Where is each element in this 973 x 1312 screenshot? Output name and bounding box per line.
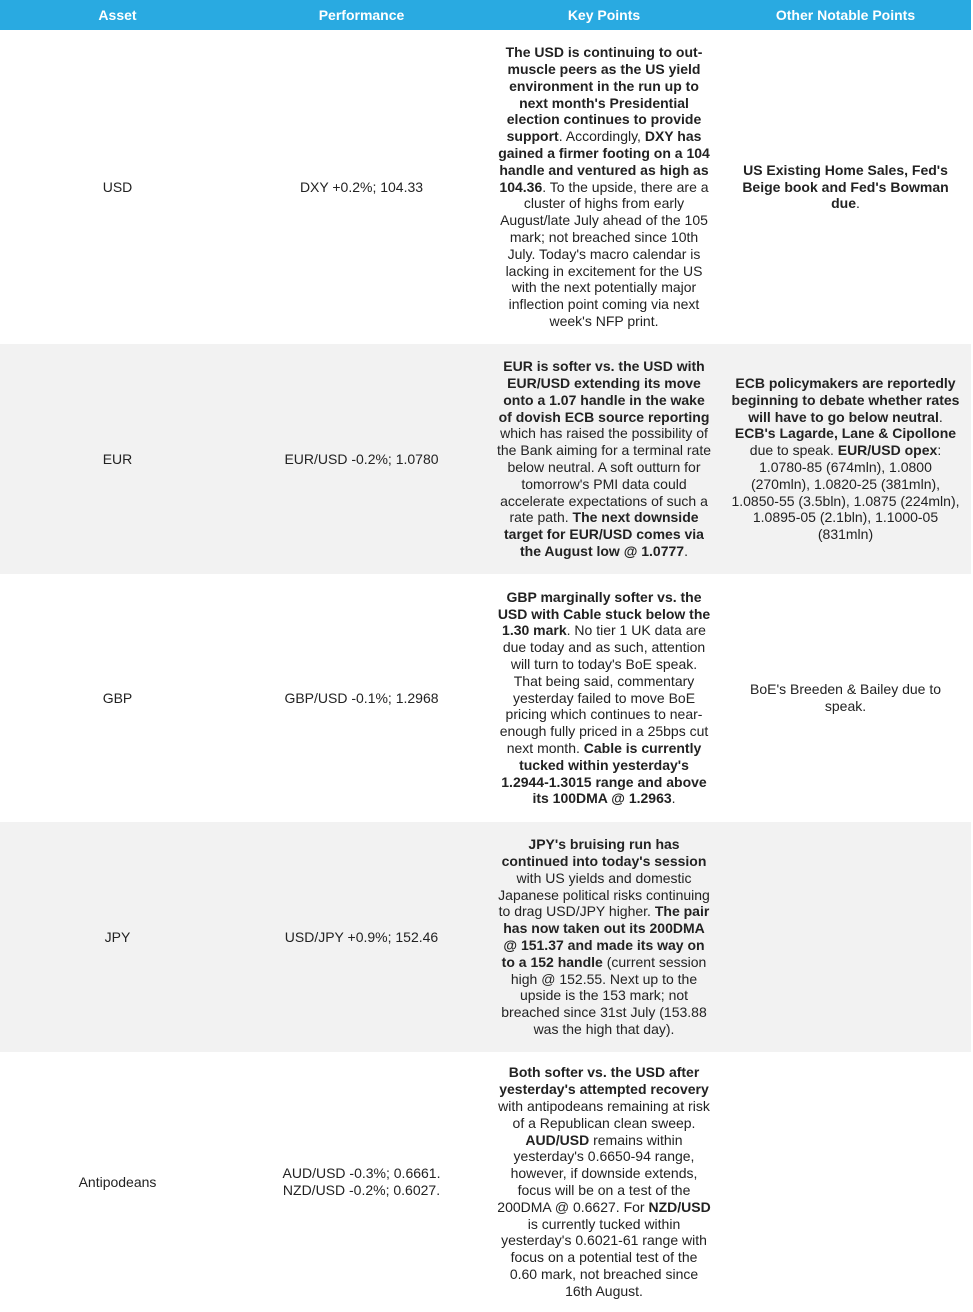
key-point-highlight: GBP marginally softer vs. the USD with Cable stuck below the 1.30 mark (497, 588, 711, 639)
asset-cell: JPY (0, 822, 235, 1052)
key-point-highlight: AUD/USD (525, 1131, 590, 1148)
other-points-cell (720, 1052, 971, 1312)
other-points-cell (720, 344, 971, 574)
performance-line: DXY +0.2%; 104.33 (299, 178, 424, 195)
table-row (0, 574, 971, 822)
key-points-cell (488, 822, 720, 1052)
asset-cell: GBP (102, 689, 133, 706)
header-performance: Performance (235, 0, 488, 30)
key-points-cell (488, 30, 720, 344)
performance-cell (235, 1052, 488, 1312)
key-point-text: which has raised the possibility of the Bank aiming for a terminal rate below neutral. A soft outturn for tomorrow's PMI data could accelerate expectations of such a rate path. (497, 425, 711, 526)
asset-cell: EUR (0, 344, 235, 574)
performance-line: EUR/USD -0.2%; 1.0780 (284, 450, 439, 467)
performance-line: NZD/USD -0.2%; 0.6027. (282, 1182, 441, 1198)
other-point-highlight: ECB's Lagarde, Lane & Cipollone (734, 425, 957, 442)
performance-line: GBP/USD -0.1%; 1.2968 (284, 689, 439, 706)
key-point-text: . No tier 1 UK data are due today and as such, attention will turn to today's BoE speak. That being said, commentary yesterday failed to move BoE pricing which continues to near-enough fully priced in a 25bps cut next month. (499, 622, 709, 756)
other-points-cell (720, 30, 971, 344)
performance-cell (235, 574, 488, 822)
performance-cell (235, 30, 488, 344)
key-point-highlight: EUR is softer vs. the USD with EUR/USD extending its move onto a 1.07 handle in the wake of dovish ECB source reporting (498, 358, 710, 425)
other-points-cell (720, 574, 971, 822)
key-point-text: . Accordingly, (558, 128, 645, 145)
key-point-highlight: The USD is continuing to out-muscle peers as the US yield environment in the run up to next month's Presidential election continues to provide support (505, 44, 703, 145)
key-point-text: with antipodeans remaining at risk of a Republican clean sweep. (498, 1098, 710, 1131)
key-point-highlight: The pair has now taken out its 200DMA @ 151.37 and made its way on to a 152 handle (501, 903, 710, 970)
key-point-highlight: Both softer vs. the USD after yesterday's attempted recovery (499, 1064, 709, 1098)
header-other-notable-points: Other Notable Points (720, 0, 971, 30)
key-points-cell (488, 574, 720, 822)
asset-cell: USD (102, 178, 133, 195)
other-point-text: . (856, 195, 860, 212)
key-point-text: . (671, 790, 676, 807)
key-points-cell (488, 1052, 720, 1312)
key-point-text: remains within yesterday's 0.6650-94 range, however, if downside extends, focus will be on a test of the 200DMA @ 0.6627. For (497, 1131, 698, 1215)
key-point-text: with US yields and domestic Japanese political risks continuing to drag USD/JPY higher. (498, 869, 710, 920)
other-point-text: due to speak. (749, 442, 838, 459)
key-point-text: is currently tucked within yesterday's 0.6021-61 range with focus on a potential test of the 0.60 mark, not breached since 16th August. (501, 1215, 707, 1299)
header-row (0, 0, 971, 30)
key-point-highlight: The next downside target for EUR/USD comes via the August low @ 1.0777 (504, 509, 704, 559)
key-points-cell (488, 344, 720, 574)
asset-cell: Antipodeans (78, 1173, 157, 1190)
table-row (0, 344, 971, 574)
other-point-text: . (938, 408, 943, 425)
performance-line: AUD/USD -0.3%; 0.6661. (282, 1165, 441, 1182)
other-points-cell (720, 822, 971, 1052)
key-point-highlight: NZD/USD (648, 1198, 711, 1215)
table-row (0, 1052, 971, 1312)
other-point-text: BoE's Breeden & Bailey due to speak. (749, 681, 942, 714)
header-key-points: Key Points (488, 0, 720, 30)
other-point-highlight: US Existing Home Sales, Fed's Beige book and Fed's Bowman due (742, 161, 949, 212)
other-point-highlight: ECB policymakers are reportedly beginning to debate whether rates will have to go below neutral (731, 375, 960, 425)
performance-cell (235, 822, 488, 1052)
header-asset: Asset (0, 0, 235, 30)
other-point-text: : 1.0780-85 (674mln), 1.0800 (270mln), 1.0820-25 (381mln), 1.0850-55 (3.5bln), 1.0875 (224mln), 1.0895-05 (2.1bln), 1.1000-05 (831mln) (731, 442, 960, 543)
key-point-highlight: JPY's bruising run has continued into today's session (501, 836, 707, 870)
other-point-highlight: EUR/USD opex (837, 442, 938, 459)
key-point-text: . (684, 542, 688, 559)
key-point-highlight: DXY has gained a firmer footing on a 104 handle and ventured as high as 104.36 (498, 128, 710, 195)
performance-cell (235, 344, 488, 574)
key-point-text: (current session high @ 152.55. Next up to the upside is the 153 mark; not breached since 31st July (153.88 was the high that day). (501, 953, 707, 1037)
key-point-highlight: Cable is currently tucked within yesterday's 1.2944-1.3015 range and above its 100DMA @ 1.2963 (501, 739, 707, 807)
key-point-text: . To the upside, there are a cluster of highs from early August/late July ahead of the 105 mark; not breached since 10th July. Today's macro calendar is lacking in excitement for the US with the next potentially major inflection point coming via next week's NFP print. (500, 178, 709, 329)
performance-line: USD/JPY +0.9%; 152.46 (284, 928, 439, 945)
table-row (0, 30, 971, 344)
table-row (0, 822, 971, 1052)
